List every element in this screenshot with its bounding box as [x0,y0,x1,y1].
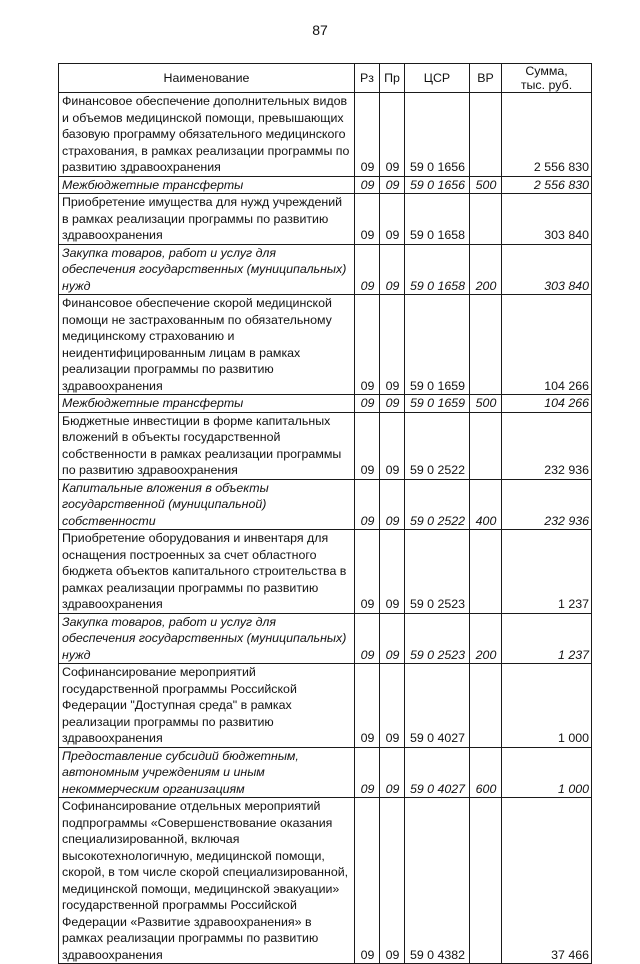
row-name-cell: Софинансирование мероприятий государственной программы Российской Федерации "Доступная среда" в рамках реализации программы по развитию здравоохранения [59,664,355,748]
row-rz-cell: 09 [355,530,380,614]
row-csr-cell: 59 0 2523 [405,530,470,614]
row-name-cell: Финансовое обеспечение дополнительных видов и объемов медицинской помощи, превышающих базовую программу обязательного медицинского страхования, в рамках реализации программы по развитию здравоохранения [59,93,355,177]
row-sum-cell: 104 266 [502,295,592,395]
row-sum-cell: 1 000 [502,747,592,798]
row-pr-cell: 09 [380,295,405,395]
row-name-cell: Закупка товаров, работ и услуг для обеспечения государственных (муниципальных) нужд [59,613,355,664]
table-row [59,395,592,413]
table-row [59,613,592,664]
table-row [59,747,592,798]
row-csr-cell: 59 0 4027 [405,747,470,798]
table-row [59,798,592,964]
row-sum-cell: 2 556 830 [502,176,592,194]
row-name-cell: Бюджетные инвестиции в форме капитальных вложений в объекты государственной собственности в рамках реализации программы по развитию здравоохранения [59,412,355,479]
row-rz-cell: 09 [355,613,380,664]
table-row [59,244,592,295]
row-pr-cell: 09 [380,244,405,295]
table-row [59,176,592,194]
row-csr-cell: 59 0 2522 [405,479,470,530]
row-rz-cell: 09 [355,798,380,964]
row-csr-cell: 59 0 1658 [405,244,470,295]
row-name-cell: Финансовое обеспечение скорой медицинской помощи не застрахованным по обязательному медицинскому страхованию и неидентифицированным лицам в рамках реализации программы по развитию здравоохранения [59,295,355,395]
row-csr-cell: 59 0 2523 [405,613,470,664]
header-vr: ВР [470,64,502,93]
row-csr-cell: 59 0 1659 [405,295,470,395]
row-vr-cell: 200 [470,244,502,295]
row-rz-cell: 09 [355,479,380,530]
row-sum-cell: 303 840 [502,244,592,295]
row-sum-cell: 104 266 [502,395,592,413]
header-sum-line2: тыс. руб. [520,78,573,92]
row-pr-cell: 09 [380,664,405,748]
row-csr-cell: 59 0 1656 [405,176,470,194]
row-csr-cell: 59 0 1659 [405,395,470,413]
row-pr-cell: 09 [380,194,405,245]
row-sum-cell: 37 466 [502,798,592,964]
row-pr-cell: 09 [380,412,405,479]
row-sum-cell: 303 840 [502,194,592,245]
row-vr-cell [470,530,502,614]
row-name-cell: Предоставление субсидий бюджетным, автономным учреждениям и иным некоммерческим организациям [59,747,355,798]
table-row [59,93,592,177]
row-pr-cell: 09 [380,395,405,413]
table-header-row [59,64,592,93]
table-row [59,479,592,530]
row-pr-cell: 09 [380,747,405,798]
row-vr-cell [470,295,502,395]
row-csr-cell: 59 0 1656 [405,93,470,177]
row-vr-cell: 400 [470,479,502,530]
table-row [59,194,592,245]
row-vr-cell [470,798,502,964]
budget-table [58,63,592,964]
row-csr-cell: 59 0 4382 [405,798,470,964]
row-rz-cell: 09 [355,747,380,798]
header-pr: Пр [380,64,405,93]
table-row [59,295,592,395]
row-vr-cell [470,93,502,177]
row-pr-cell: 09 [380,798,405,964]
row-name-cell: Капитальные вложения в объекты государственной (муниципальной) собственности [59,479,355,530]
row-csr-cell: 59 0 4027 [405,664,470,748]
row-vr-cell: 200 [470,613,502,664]
row-name-cell: Закупка товаров, работ и услуг для обеспечения государственных (муниципальных) нужд [59,244,355,295]
row-rz-cell: 09 [355,244,380,295]
table-row [59,530,592,614]
header-csr: ЦСР [405,64,470,93]
row-rz-cell: 09 [355,395,380,413]
header-sum-line1: Сумма, [525,64,568,78]
row-rz-cell: 09 [355,194,380,245]
row-sum-cell: 232 936 [502,412,592,479]
row-name-cell: Софинансирование отдельных мероприятий подпрограммы «Совершенствование оказания специализированной, включая высокотехнологичную, медицинской помощи, скорой, в том числе скорой специализированной, медицинской помощи, медицинской эвакуации» государственной программы Российской Федерации «Развитие здравоохранения» в рамках реализации программы по развитию здравоохранения [59,798,355,964]
row-sum-cell: 2 556 830 [502,93,592,177]
row-vr-cell [470,664,502,748]
row-vr-cell [470,194,502,245]
header-rz: Рз [355,64,380,93]
row-sum-cell: 232 936 [502,479,592,530]
row-csr-cell: 59 0 1658 [405,194,470,245]
page-number: 87 [312,22,328,38]
row-csr-cell: 59 0 2522 [405,412,470,479]
row-name-cell: Приобретение оборудования и инвентаря для оснащения построенных за счет областного бюджета объектов капитального строительства в рамках реализации программы по развитию здравоохранения [59,530,355,614]
row-sum-cell: 1 000 [502,664,592,748]
row-pr-cell: 09 [380,176,405,194]
row-vr-cell: 500 [470,395,502,413]
header-name: Наименование [59,64,355,93]
row-sum-cell: 1 237 [502,613,592,664]
row-vr-cell: 500 [470,176,502,194]
row-name-cell: Межбюджетные трансферты [59,395,355,413]
row-sum-cell: 1 237 [502,530,592,614]
row-vr-cell: 600 [470,747,502,798]
row-pr-cell: 09 [380,613,405,664]
row-rz-cell: 09 [355,295,380,395]
row-pr-cell: 09 [380,479,405,530]
row-rz-cell: 09 [355,176,380,194]
row-rz-cell: 09 [355,664,380,748]
row-rz-cell: 09 [355,412,380,479]
row-name-cell: Межбюджетные трансферты [59,176,355,194]
row-rz-cell: 09 [355,93,380,177]
table-row [59,412,592,479]
row-name-cell: Приобретение имущества для нужд учреждений в рамках реализации программы по развитию здравоохранения [59,194,355,245]
row-vr-cell [470,412,502,479]
table-row [59,664,592,748]
row-pr-cell: 09 [380,93,405,177]
header-sum [502,64,592,93]
row-pr-cell: 09 [380,530,405,614]
